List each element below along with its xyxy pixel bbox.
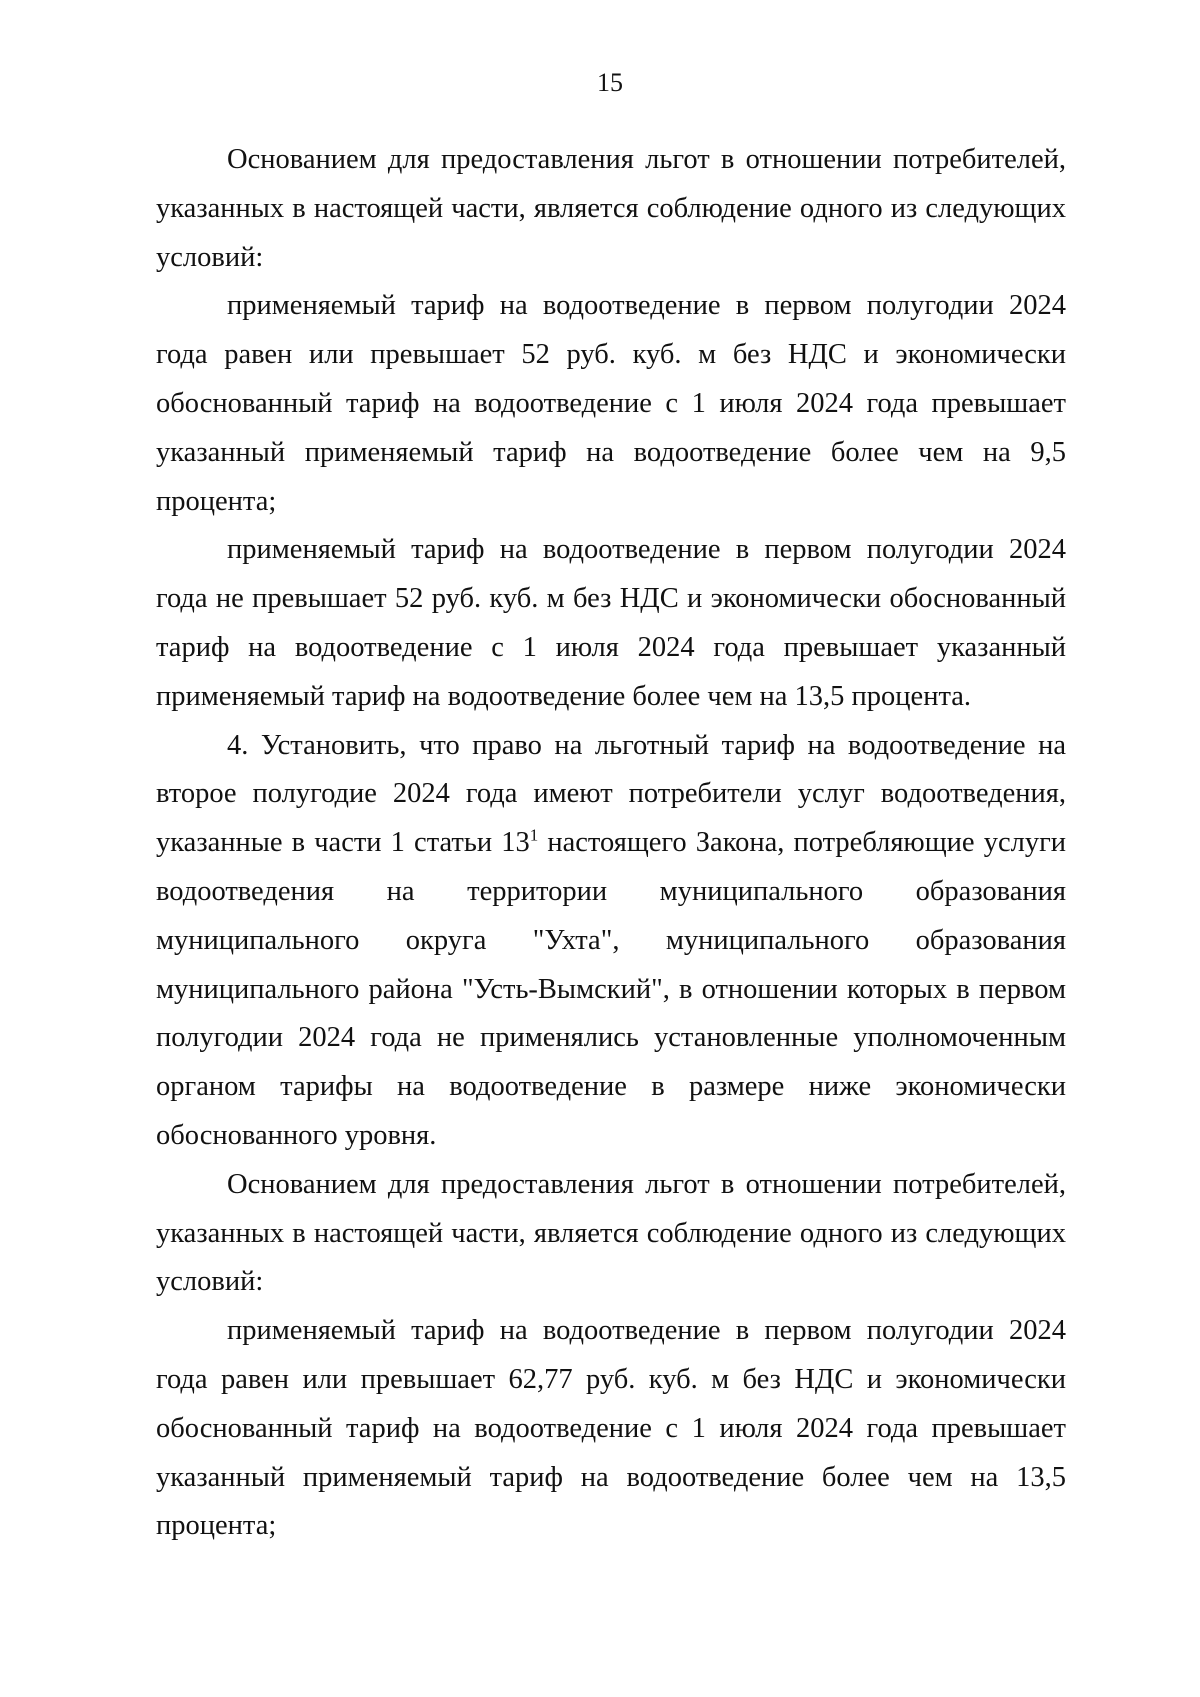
article-superscript: 1 — [529, 825, 539, 845]
paragraph-condition-62-77-rub: применяемый тариф на водоотведение в первом полугодии 2024 года равен или превышает 62,77 руб. куб. м без НДС и экономически обоснованный тариф на водоотведение с 1 июля 2024 года превышает указанный применяемый тариф на водоотведение более чем на 13,5 процента; — [156, 1315, 1066, 1542]
page-number: 15 — [597, 68, 623, 97]
document-body — [156, 136, 1066, 1551]
section-4-text-before-superscript: 4. Установить, что право на льготный тариф на водоотведение на второе полугодие 2024 года имеют потребители услуг водоотведения, указанные в части 1 статьи 13 — [156, 729, 1066, 859]
paragraph-condition-52-rub-first: применяемый тариф на водоотведение в первом полугодии 2024 года равен или превышает 52 руб. куб. м без НДС и экономически обоснованный тариф на водоотведение с 1 июля 2024 года превышает указанный применяемый тариф на водоотведение более чем на 9,5 процента; — [156, 290, 1066, 517]
paragraph-benefit-basis-2: Основанием для предоставления льгот в отношении потребителей, указанных в настоящей части, является соблюдение одного из следующих условий: — [156, 1168, 1066, 1298]
paragraph-section-4 — [156, 722, 1066, 1161]
paragraph-benefit-basis-1: Основанием для предоставления льгот в отношении потребителей, указанных в настоящей части, является соблюдение одного из следующих условий: — [156, 144, 1066, 273]
section-4-text-after-superscript: настоящего Закона, потребляющие услуги водоотведения на территории муниципального образования муниципального округа "Ухта", муниципального образования муниципального района "Усть-Вымский", в отношении которых в первом полугодии 2024 года не применялись установленные уполномоченным органом тарифы на водоотведение в размере ниже экономически обоснованного уровня. — [156, 827, 1067, 1151]
paragraph-condition-52-rub-second: применяемый тариф на водоотведение в первом полугодии 2024 года не превышает 52 руб. куб. м без НДС и экономически обоснованный тариф на водоотведение с 1 июля 2024 года превышает указанный применяемый тариф на водоотведение более чем на 13,5 процента. — [156, 534, 1066, 712]
